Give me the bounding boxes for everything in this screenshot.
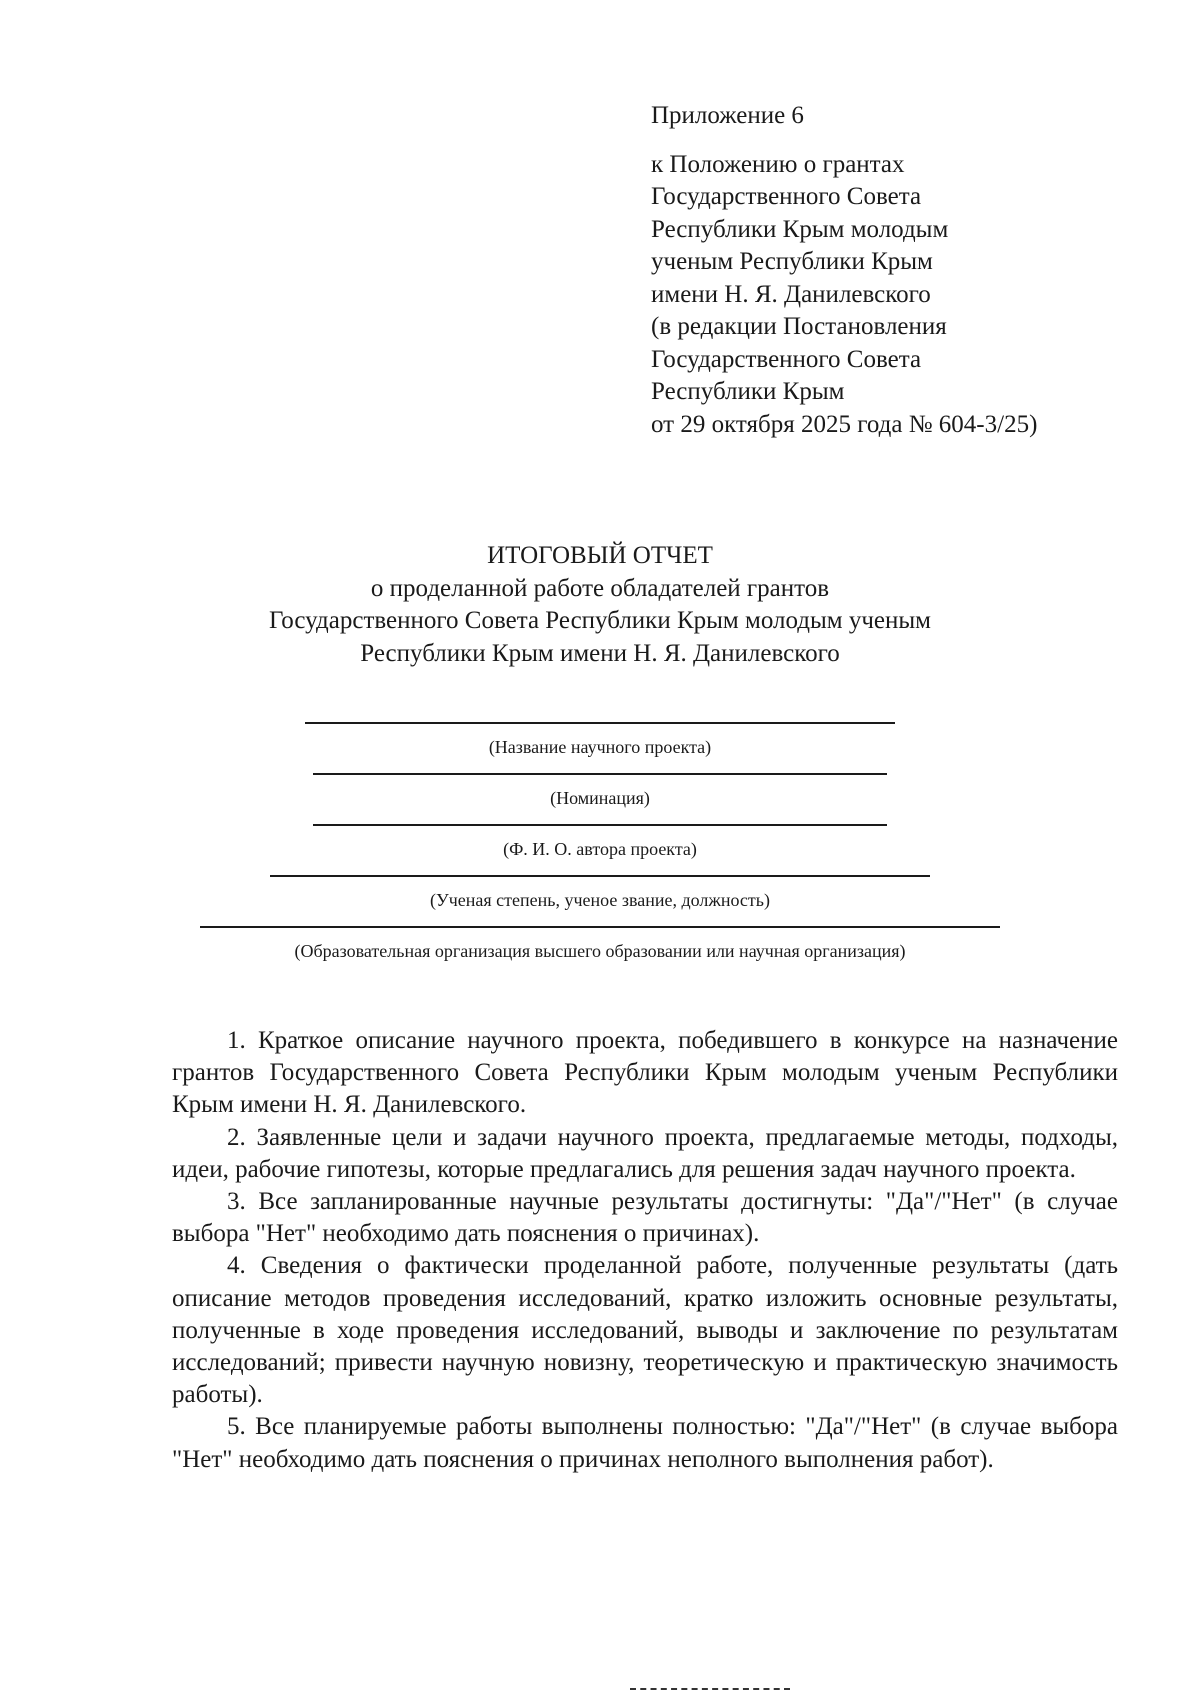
appendix-line: Республики Крым — [651, 378, 845, 405]
appendix-line: от 29 октября 2025 года № 604-3/25) — [651, 410, 1038, 438]
blank-line — [313, 773, 887, 775]
field-nomination — [0, 773, 1200, 809]
appendix-line: ученым Республики Крым — [651, 248, 933, 275]
report-subtitle-line: о проделанной работе обладателей грантов — [370, 574, 830, 602]
appendix-block — [651, 100, 1171, 441]
appendix-line: Государственного Совета — [651, 345, 922, 373]
report-item: 3. Все запланированные научные результаты достигнуты: "Да"/"Нет" (в случае выбора "Нет" необходимо дать пояснения о причинах). — [172, 1188, 1118, 1248]
appendix-line: имени Н. Я. Данилевского — [651, 280, 931, 308]
field-caption: (Ф. И. О. автора проекта) — [503, 839, 697, 859]
appendix-line: к Положению о грантах — [651, 150, 905, 178]
field-author-name — [0, 824, 1200, 860]
report-item: 1. Краткое описание научного проекта, победившего в конкурсе на назначение грантов Государственного Совета Республики Крым молодым ученым Республики Крым имени Н. Я. Данилевского. — [172, 1027, 1118, 1119]
field-caption: (Название научного проекта) — [488, 737, 712, 757]
appendix-line: (в редакции Постановления — [651, 313, 947, 340]
blank-line — [200, 926, 1000, 928]
blank-line — [270, 875, 930, 877]
field-caption: (Образовательная организация высшего образовании или научная организация) — [294, 941, 906, 961]
blank-line — [313, 824, 887, 826]
page-bottom-mark — [630, 1688, 790, 1694]
report-title-block — [0, 540, 1200, 670]
field-caption: (Ученая степень, ученое звание, должность) — [430, 890, 770, 910]
appendix-number: Приложение 6 — [651, 102, 804, 129]
report-subtitle-line: Государственного Совета Республики Крым молодым ученым — [268, 607, 931, 634]
report-item: 5. Все планируемые работы выполнены полностью: "Да"/"Нет" (в случае выбора "Нет" необходимо дать пояснения о причинах неполного выполнения работ). — [172, 1413, 1118, 1473]
report-item: 2. Заявленные цели и задачи научного проекта, предлагаемые методы, подходы, идеи, рабочие гипотезы, которые предлагались для решения задач научного проекта. — [172, 1123, 1118, 1183]
report-subtitle-line: Республики Крым имени Н. Я. Данилевского — [360, 639, 840, 667]
field-degree-position — [0, 875, 1200, 911]
appendix-line: Республики Крым молодым — [651, 215, 949, 243]
report-item: 4. Сведения о фактически проделанной работе, полученные результаты (дать описание методов проведения исследований, кратко изложить основные результаты, полученные в ходе проведения исследований, выводы и заключение по результатам исследований; привести научную новизну, теоретическую и практическую значимость работы). — [172, 1252, 1118, 1409]
report-heading: ИТОГОВЫЙ ОТЧЕТ — [487, 542, 713, 569]
field-project-name — [0, 722, 1200, 758]
appendix-spacer — [651, 133, 1171, 149]
field-caption: (Номинация) — [550, 788, 650, 808]
appendix-line: Государственного Совета — [651, 183, 922, 210]
report-items — [172, 1025, 1118, 1476]
field-organization — [0, 926, 1200, 962]
blank-line — [305, 722, 895, 724]
